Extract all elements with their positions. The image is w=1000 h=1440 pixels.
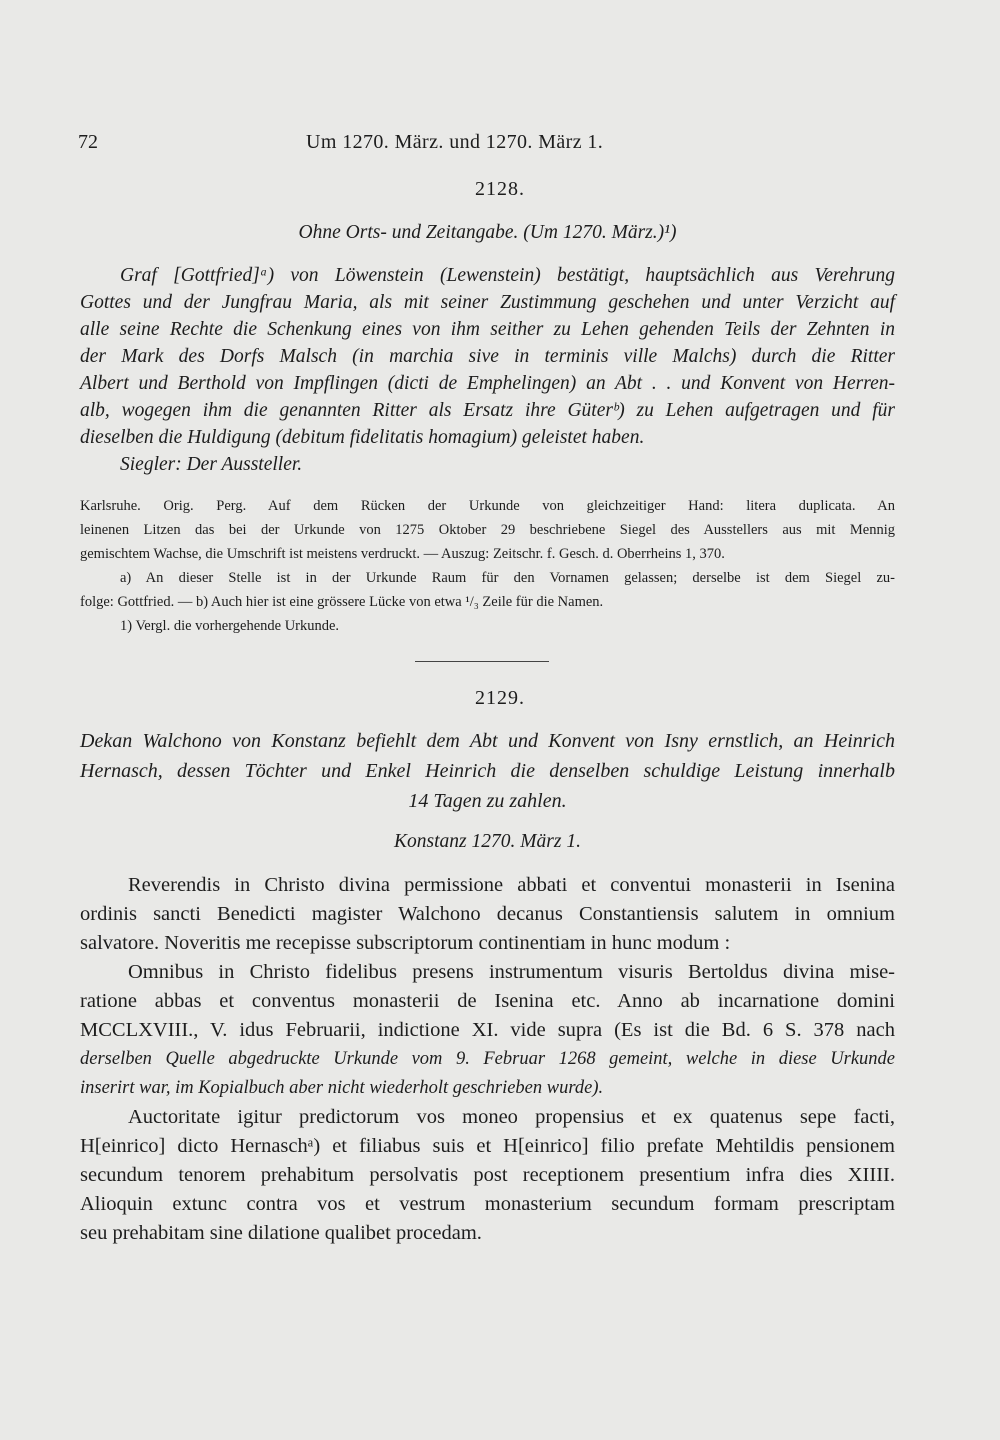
regest-line: Hernasch, dessen Töchter und Enkel Heinrich die denselben schuldige Leistung innerhalb: [80, 760, 895, 782]
regest-line: Albert und Berthold von Impflingen (dicti de Emphelingen) an Abt . . und Konvent von Herren-: [80, 373, 895, 394]
regest-line: Graf [Gottfried]ᵃ) von Löwenstein (Lewenstein) bestätigt, hauptsächlich aus Verehrung: [120, 265, 895, 286]
text-line: salvatore. Noveritis me recepisse subscriptorum continentiam in hunc modum :: [80, 932, 731, 954]
text-line: H[einrico] dicto Hernaschᵃ) et filiabus suis et H[einrico] filio prefate Mehtildis pensionem: [80, 1135, 895, 1157]
entry-2128-regest: [80, 262, 895, 478]
text-line: derselben Quelle abgedruckte Urkunde vom 9. Februar 1268 gemeint, welche in diese Urkunde: [80, 1049, 895, 1069]
entry-2129-regest: [80, 726, 895, 816]
text-line: inserirt war, im Kopialbuch aber nicht wiederholt geschrieben wurde).: [80, 1078, 604, 1098]
date-line: Konstanz 1270. März 1.: [394, 831, 581, 852]
regest-line: Gottes und der Jungfrau Maria, als mit seiner Zustimmung geschehen und unter Verzicht auf: [80, 292, 895, 313]
page-number: 72: [78, 131, 98, 153]
entry-2128-date: [80, 219, 895, 246]
note-line: gemischtem Wachse, die Umschrift ist meistens verdruckt. — Auszug: Zeitschr. f. Gesch. d. Oberrheins 1, 370.: [80, 546, 725, 562]
text-line: seu prehabitam sine dilatione qualibet procedam.: [80, 1222, 482, 1244]
text-line: Omnibus in Christo fidelibus presens instrumentum visuris Bertoldus divina mise-: [128, 961, 895, 983]
entry-2129-date: [80, 828, 895, 855]
entry-2128-notes: [80, 494, 895, 638]
regest-line: dieselben die Huldigung (debitum fidelitatis homagium) geleistet haben.: [80, 427, 645, 448]
text-line: ratione abbas et conventus monasterii de Isenina etc. Anno ab incarnatione domini: [80, 990, 895, 1012]
regest-line: alle seine Rechte die Schenkung eines von ihm seither zu Lehen gehenden Teils der Zehnten in: [80, 319, 895, 340]
regest-line: der Mark des Dorfs Malsch (in marchia sive in terminis ville Malchs) durch die Ritter: [80, 346, 895, 367]
entry-number-2128: 2128.: [475, 178, 525, 200]
page-header: [78, 131, 878, 161]
text-line: Auctoritate igitur predictorum vos moneo propensius et ex quatenus sepe facti,: [128, 1106, 895, 1128]
text-line: secundum tenorem prehabitum persolvatis post receptionem presentium infra dies XIIII.: [80, 1164, 895, 1186]
note-line: folge: Gottfried. — b) Auch hier ist eine grössere Lücke von etwa ¹/₃ Zeile für die Namen.: [80, 594, 604, 610]
note-line: a) An dieser Stelle ist in der Urkunde Raum für den Vornamen gelassen; derselbe ist dem Siegel zu-: [120, 570, 895, 586]
note-line: leinenen Litzen das bei der Urkunde von 1275 Oktober 29 beschriebene Siegel des Ausstellers aus mit Mennig: [80, 522, 895, 538]
text-line: MCCLXVIII., V. idus Februarii, indictione XI. vide supra (Es ist die Bd. 6 S. 378 nach: [80, 1019, 895, 1041]
entry-number-2129: 2129.: [475, 687, 525, 709]
text-line: ordinis sancti Benedicti magister Walchono decanus Constantiensis salutem in omnium: [80, 903, 895, 925]
section-divider: [415, 661, 549, 662]
regest-line: 14 Tagen zu zahlen.: [408, 790, 567, 812]
text-line: Alioquin extunc contra vos et vestrum monasterium secundum formam prescriptam: [80, 1193, 895, 1215]
note-line: Karlsruhe. Orig. Perg. Auf dem Rücken der Urkunde von gleichzeitiger Hand: litera duplicata. An: [80, 498, 895, 514]
regest-line: alb, wogegen ihm die genannten Ritter als Ersatz ihre Güterᵇ) zu Lehen aufgetragen und für: [80, 400, 895, 421]
seal-line: Siegler: Der Aussteller.: [120, 454, 303, 475]
text-line: Reverendis in Christo divina permissione abbati et conventui monasterii in Isenina: [128, 874, 895, 896]
regest-line: Dekan Walchono von Konstanz befiehlt dem Abt und Konvent von Isny ernstlich, an Heinrich: [80, 730, 895, 752]
date-line: Ohne Orts- und Zeitangabe. (Um 1270. März.)¹): [298, 222, 677, 243]
running-title: Um 1270. März. und 1270. März 1.: [306, 131, 604, 153]
entry-2129-text: [80, 871, 895, 1248]
footnote-line: 1) Vergl. die vorhergehende Urkunde.: [120, 618, 340, 634]
